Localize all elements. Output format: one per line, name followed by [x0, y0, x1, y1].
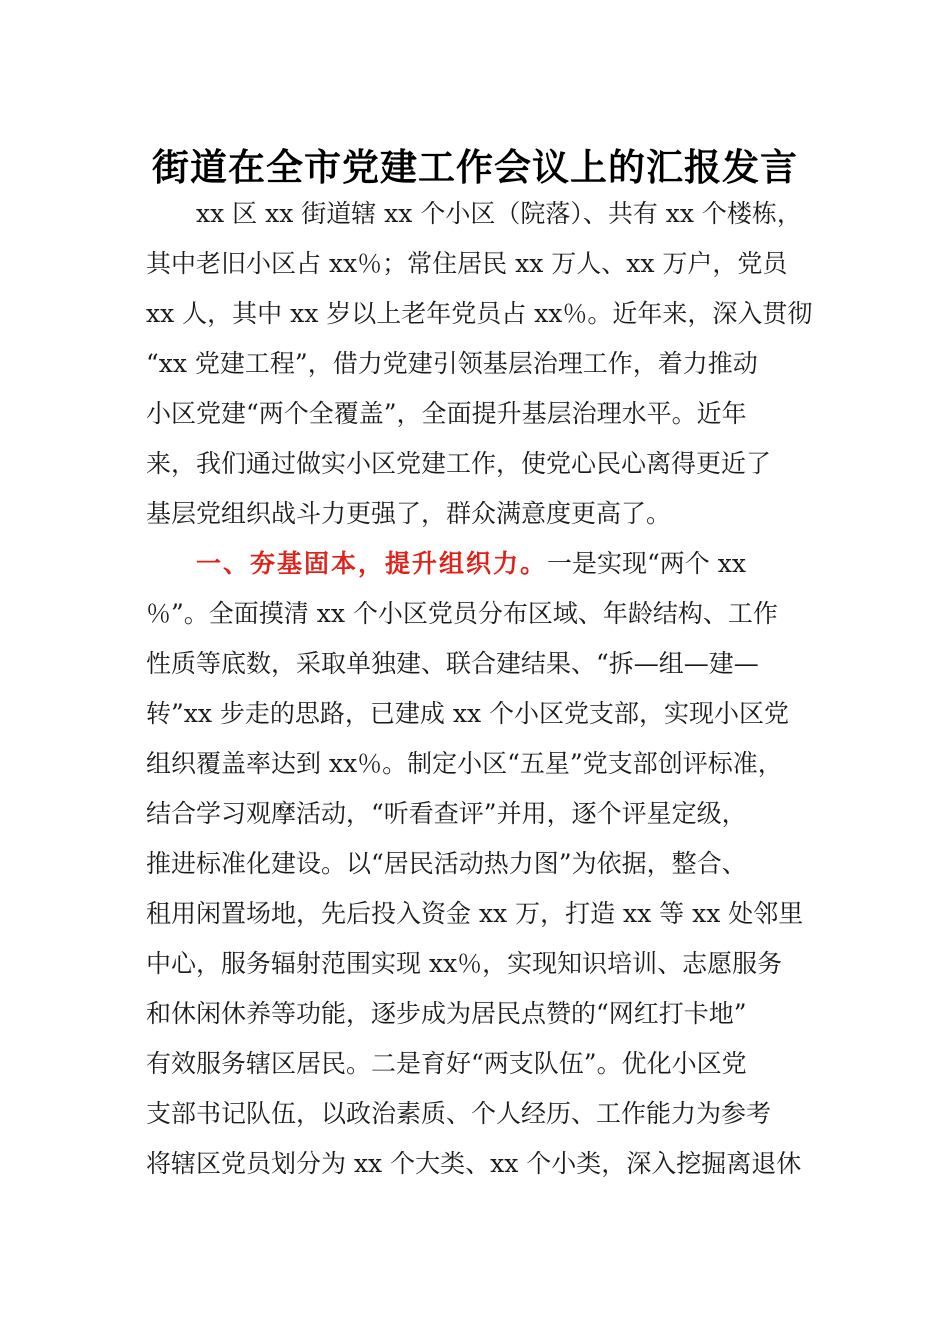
paragraph-line: 和休闲休养等功能，逐步成为居民点赞的“网红打卡地” [146, 999, 747, 1028]
paragraph-line: 其中老旧小区占 xx％；常住居民 xx 万人、xx 万户，党员 [146, 249, 788, 278]
paragraph-line: 推进标准化建设。以“居民活动热力图”为依据，整合、 [146, 849, 747, 878]
paragraph-line: 结合学习观摩活动，“听看查评”并用，逐个评星定级， [146, 799, 747, 828]
section-heading-rest: 一是实现“两个 xx [547, 549, 746, 578]
paragraph-line: ％”。全面摸清 xx 个小区党员分布区域、年龄结构、工作 [146, 599, 778, 628]
paragraph-line: 性质等底数，采取单独建、联合建结果、“拆—组—建— [146, 649, 759, 678]
paragraph-line: 有效服务辖区居民。二是育好“两支队伍”。优化小区党 [146, 1049, 747, 1078]
paragraph-line: 租用闲置场地，先后投入资金 xx 万，打造 xx 等 xx 处邻里 [146, 899, 804, 928]
paragraph-line: 小区党建“两个全覆盖”，全面提升基层治理水平。近年 [146, 399, 747, 428]
paragraph-line: 来，我们通过做实小区党建工作，使党心民心离得更近了 [146, 449, 772, 478]
paragraph-line: 将辖区党员划分为 xx 个大类、xx 个小类，深入挖掘离退休 [146, 1149, 802, 1178]
section-heading-line [196, 546, 876, 582]
document-title: 街道在全市党建工作会议上的汇报发言 [152, 145, 798, 189]
paragraph-line: 组织覆盖率达到 xx％。制定小区“五星”党支部创评标准， [146, 749, 783, 778]
paragraph-line: 基层党组织战斗力更强了，群众满意度更高了。 [146, 499, 672, 528]
paragraph-line: 支部书记队伍，以政治素质、个人经历、工作能力为参考 [146, 1099, 772, 1128]
paragraph-line: 转”xx 步走的思路，已建成 xx 个小区党支部，实现小区党 [146, 699, 790, 728]
paragraph-line: “xx 党建工程”，借力党建引领基层治理工作，着力推动 [146, 349, 758, 378]
paragraph-line: 中心，服务辐射范围实现 xx％，实现知识培训、志愿服务 [146, 949, 783, 978]
paragraph-line: xx 人，其中 xx 岁以上老年党员占 xx％。近年来，深入贯彻 [146, 299, 813, 328]
section-heading: 一、夯基固本，提升组织力。 [196, 549, 548, 578]
paragraph-line: xx 区 xx 街道辖 xx 个小区（院落）、共有 xx 个楼栋， [196, 199, 802, 228]
